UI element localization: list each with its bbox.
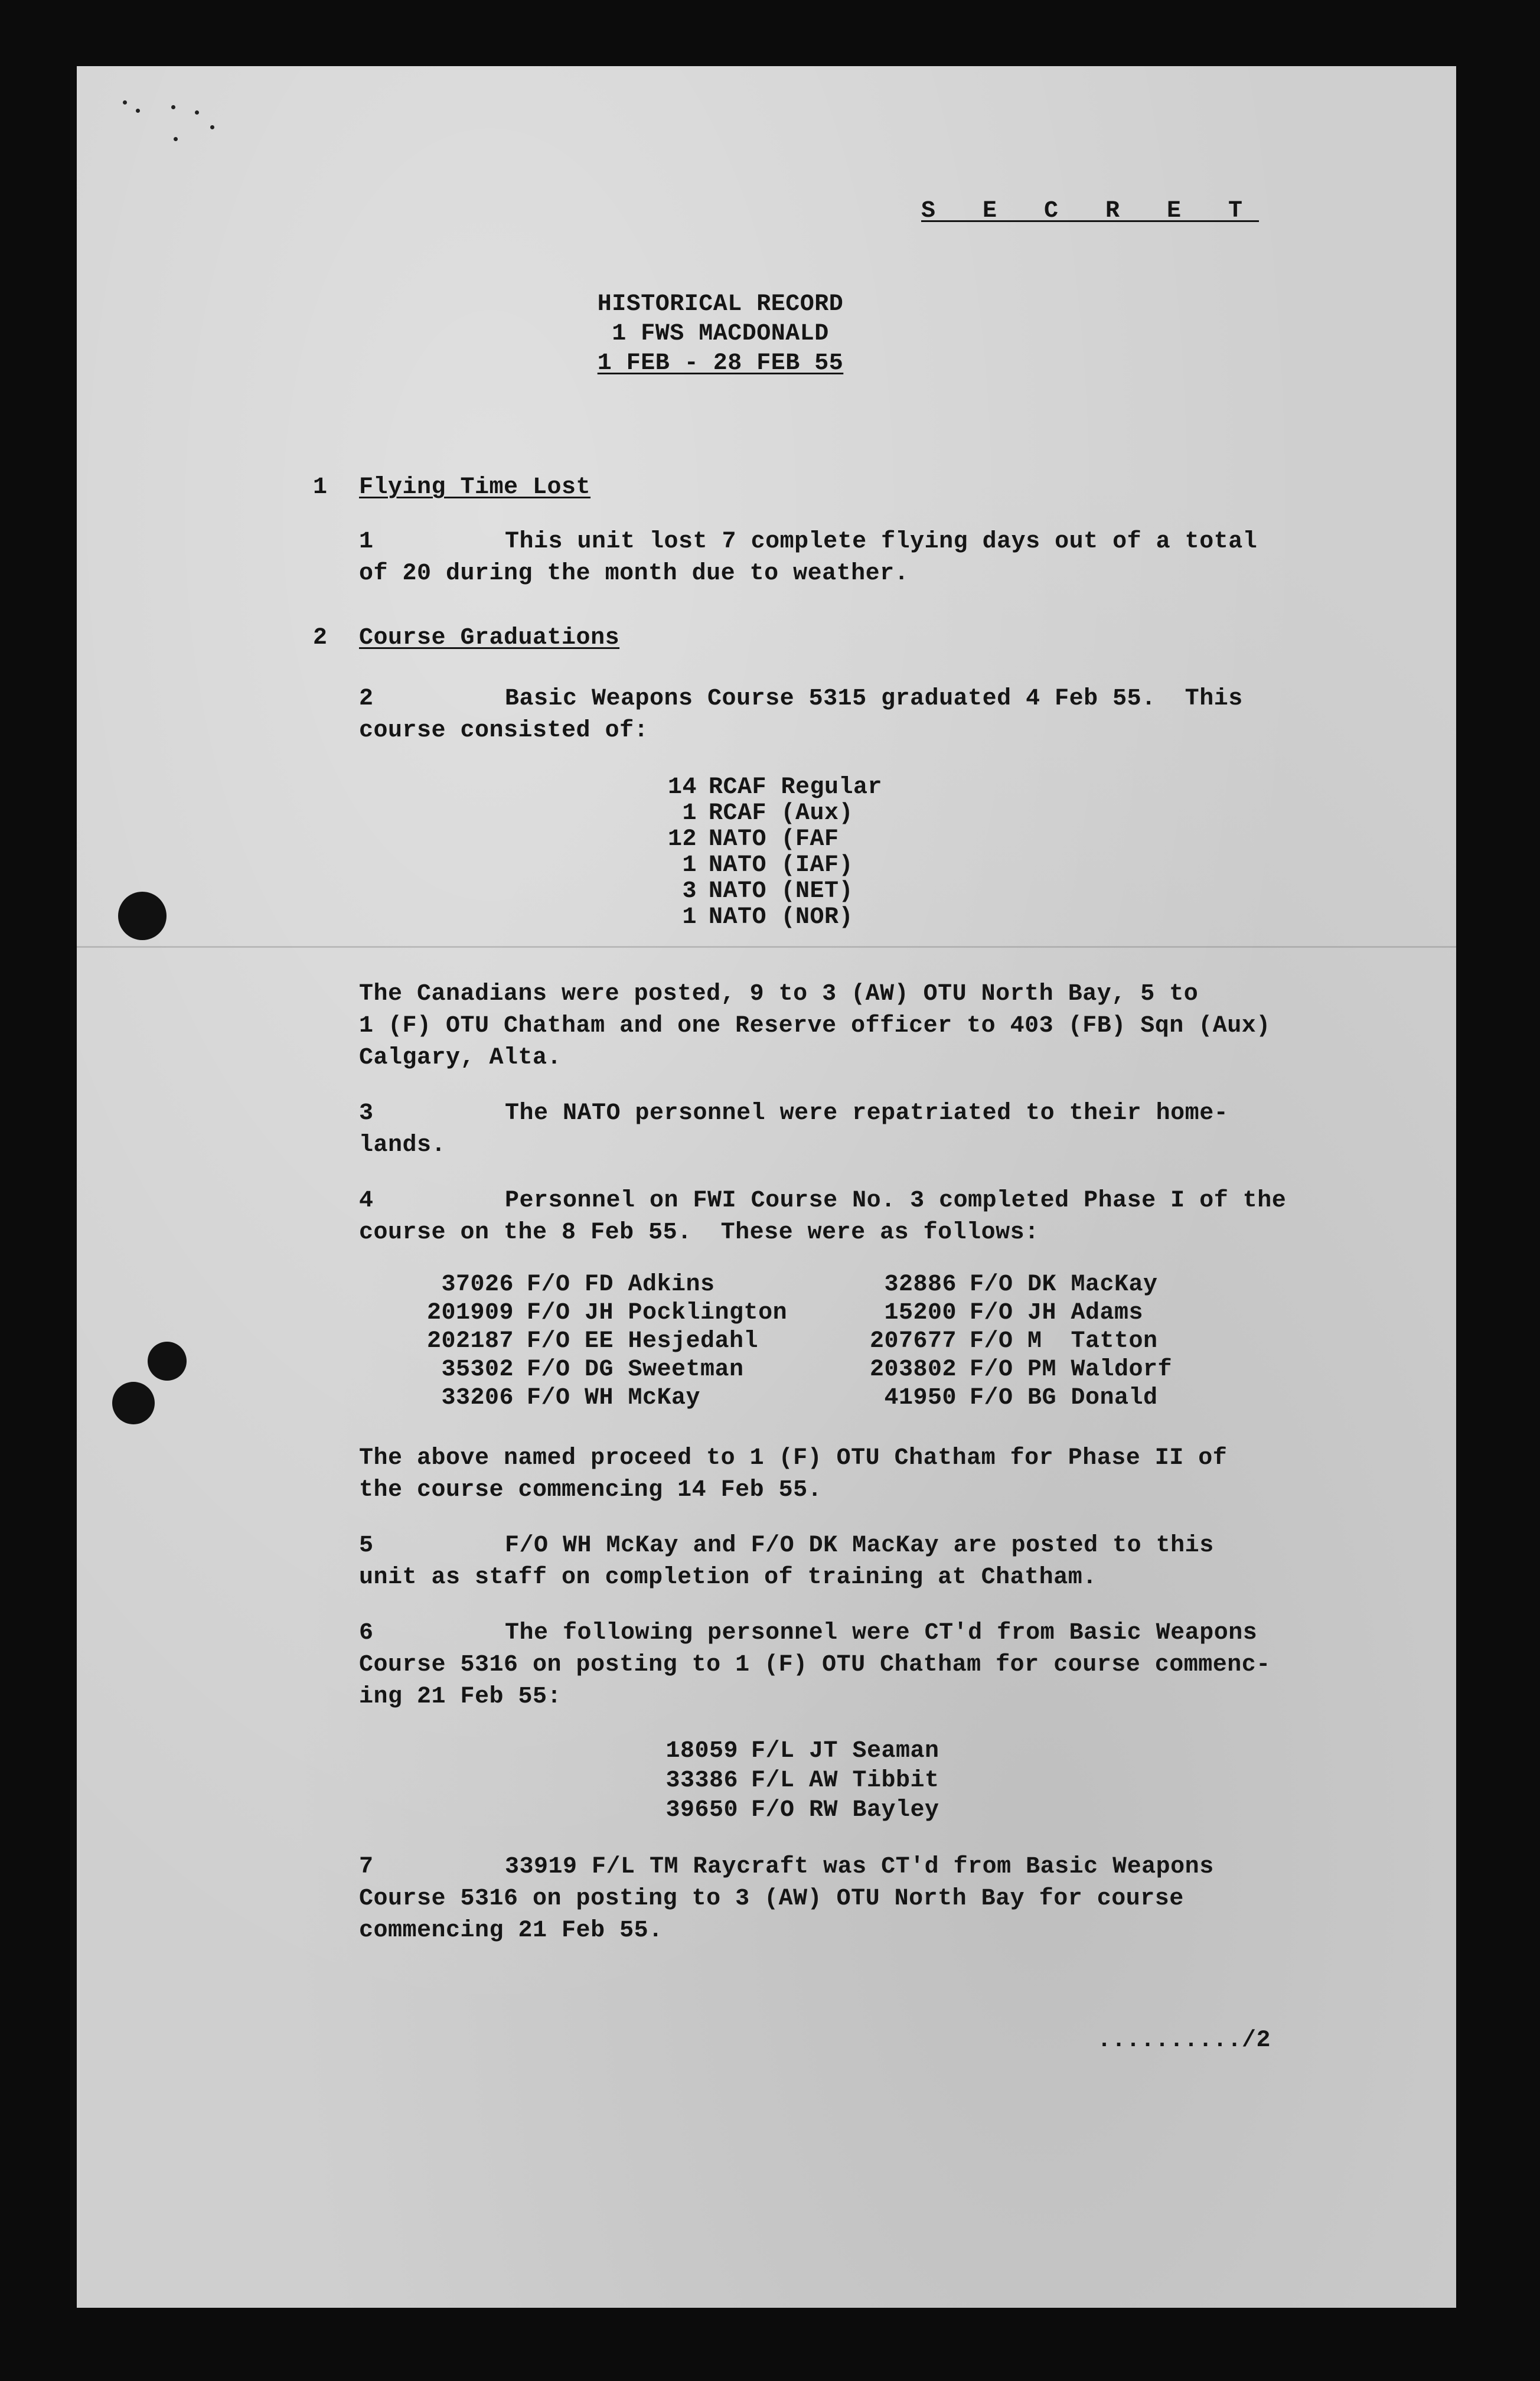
speck: [123, 100, 127, 105]
header-period-text: 1 FEB - 28 FEB 55: [597, 350, 844, 377]
paragraph-text: of 20 during the month due to weather.: [359, 560, 909, 587]
service-number: 41950: [884, 1385, 957, 1411]
composition-count: 14: [667, 774, 697, 801]
header-title: HISTORICAL RECORD: [597, 291, 844, 318]
paragraph-text: ing 21 Feb 55:: [359, 1684, 562, 1710]
paragraph-text: The above named proceed to 1 (F) OTU Chatham for Phase II of: [359, 1445, 1228, 1472]
paragraph-text: F/O WH McKay and F/O DK MacKay are posted to this: [505, 1532, 1214, 1559]
paragraph-text: Basic Weapons Course 5315 graduated 4 Feb 55. This: [505, 686, 1243, 712]
officer-name: F/O DG Sweetman: [527, 1356, 744, 1383]
section-title: Course Graduations: [359, 625, 620, 651]
officer-name: F/O RW Bayley: [751, 1797, 939, 1824]
paragraph-text: 1 (F) OTU Chatham and one Reserve officer to 403 (FB) Sqn (Aux): [359, 1013, 1271, 1039]
paragraph-text: commencing 21 Feb 55.: [359, 1917, 663, 1944]
paragraph-number: 6: [359, 1620, 374, 1646]
paragraph-number: 5: [359, 1532, 374, 1559]
service-number: 201909: [426, 1300, 514, 1326]
composition-type: NATO (NET): [709, 878, 854, 905]
composition-count: 1: [682, 852, 697, 879]
composition-type: RCAF Regular: [709, 774, 883, 801]
service-number: 15200: [884, 1300, 957, 1326]
composition-count: 1: [682, 800, 697, 827]
service-number: 32886: [884, 1271, 957, 1298]
paragraph-text: Personnel on FWI Course No. 3 completed Phase I of the: [505, 1188, 1287, 1214]
speck: [195, 110, 199, 115]
section-number: 2: [313, 625, 328, 651]
page-continuation-marker: ........../2: [1097, 2027, 1271, 2054]
section-number: 1: [313, 474, 328, 501]
officer-name: F/O WH McKay: [527, 1385, 701, 1411]
service-number: 18059: [665, 1738, 738, 1764]
punch-hole-1: [118, 892, 167, 940]
paragraph-text: course on the 8 Feb 55. These were as follows:: [359, 1219, 1039, 1246]
paragraph-text: The following personnel were CT'd from Basic Weapons: [505, 1620, 1258, 1646]
service-number: 33386: [665, 1767, 738, 1794]
officer-name: F/L AW Tibbit: [751, 1767, 939, 1794]
officer-name: F/O EE Hesjedahl: [527, 1328, 759, 1355]
officer-name: F/L JT Seaman: [751, 1738, 939, 1764]
paragraph-text: the course commencing 14 Feb 55.: [359, 1477, 823, 1503]
composition-type: RCAF (Aux): [709, 800, 854, 827]
speck: [171, 105, 175, 109]
officer-name: F/O M Tatton: [970, 1328, 1158, 1355]
punch-hole-2: [148, 1342, 187, 1381]
paragraph-number: 7: [359, 1854, 374, 1880]
service-number: 39650: [665, 1797, 738, 1824]
section-title: Flying Time Lost: [359, 474, 591, 501]
paragraph-text: lands.: [359, 1132, 446, 1159]
speck: [136, 109, 140, 113]
paragraph-text: course consisted of:: [359, 717, 649, 744]
service-number: 202187: [426, 1328, 514, 1355]
officer-name: F/O FD Adkins: [527, 1271, 715, 1298]
paragraph-text: The Canadians were posted, 9 to 3 (AW) OTU North Bay, 5 to: [359, 981, 1199, 1007]
paragraph-text: Course 5316 on posting to 1 (F) OTU Chatham for course commenc-: [359, 1652, 1271, 1678]
composition-type: NATO (NOR): [709, 904, 854, 931]
service-number: 33206: [441, 1385, 514, 1411]
officer-name: F/O BG Donald: [970, 1385, 1158, 1411]
composition-count: 3: [682, 878, 697, 905]
paragraph-number: 3: [359, 1100, 374, 1127]
officer-name: F/O DK MacKay: [970, 1271, 1158, 1298]
classification-mark: S E C R E T: [921, 198, 1260, 224]
officer-name: F/O JH Adams: [970, 1300, 1144, 1326]
composition-type: NATO (FAF: [709, 826, 839, 853]
service-number: 203802: [869, 1356, 957, 1383]
header-period: [472, 348, 968, 379]
speck: [174, 137, 178, 141]
composition-count: 1: [682, 904, 697, 931]
officer-name: F/O JH Pocklington: [527, 1300, 788, 1326]
service-number: 37026: [441, 1271, 514, 1298]
paragraph-text: The NATO personnel were repatriated to their home-: [505, 1100, 1229, 1127]
paragraph-text: Calgary, Alta.: [359, 1045, 562, 1071]
punch-hole-3: [112, 1382, 155, 1424]
paragraph-text: unit as staff on completion of training at Chatham.: [359, 1564, 1097, 1591]
composition-count: 12: [667, 826, 697, 853]
paragraph-number: 4: [359, 1188, 374, 1214]
fold-line: [77, 946, 1456, 948]
composition-type: NATO (IAF): [709, 852, 854, 879]
service-number: 207677: [869, 1328, 957, 1355]
paragraph-number: 2: [359, 686, 374, 712]
paragraph-text: Course 5316 on posting to 3 (AW) OTU North Bay for course: [359, 1886, 1184, 1912]
paragraph-number: 1: [359, 529, 374, 555]
paragraph-text: This unit lost 7 complete flying days out of a total: [505, 529, 1258, 555]
paragraph-text: 33919 F/L TM Raycraft was CT'd from Basic Weapons: [505, 1854, 1214, 1880]
speck: [210, 125, 214, 129]
officer-name: F/O PM Waldorf: [970, 1356, 1173, 1383]
header-unit: 1 FWS MACDONALD: [612, 321, 829, 347]
service-number: 35302: [441, 1356, 514, 1383]
